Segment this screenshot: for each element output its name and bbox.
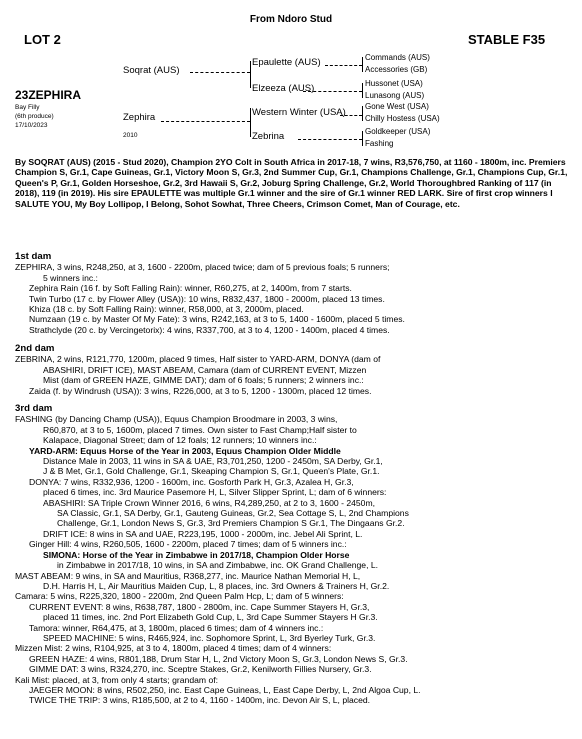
pedigree-g3-4: Lunasong (AUS) [365, 91, 425, 100]
pedigree-g3-8: Fashing [365, 139, 394, 148]
pedigree-bracket [362, 57, 363, 72]
dam-line: R60,870, at 3 to 5, 1600m, placed 7 times. Own sister to Fast Champ;Half sister to [43, 424, 357, 435]
progeny-line: Zephira Rain (16 f. by Soft Falling Rain): winner, R60,275, at 2, 1400m, from 7 starts. [29, 283, 352, 294]
pedigree-dam-sire: Western Winter (USA) [252, 107, 346, 118]
progeny-line: JAEGER MOON: 8 wins, R502,250, inc. East Cape Guineas, L, East Cape Derby, L, 2nd Algoa Cup, L. [29, 684, 421, 695]
stable-number: STABLE F35 [468, 32, 546, 47]
progeny-line: Zaida (f. by Windrush (USA)): 3 wins, R226,000, at 3 to 5, 1200 - 1300m, placed 12 times. [29, 385, 372, 396]
progeny-line: Mizzen Mist: 2 wins, R104,925, at 3 to 4, 1800m, placed 4 times; dam of 4 winners: [15, 643, 332, 654]
pedigree-sire-dam: Elzeeza (AUS) [252, 83, 315, 94]
pedigree-connector [298, 139, 362, 140]
progeny-line: ABASHIRI: SA Triple Crown Winner 2016, 6 wins, R4,289,250, at 2 to 3, 1600 - 2450m, [43, 497, 375, 508]
pedigree-bracket [250, 108, 251, 137]
pedigree-g3-1: Commands (AUS) [365, 53, 430, 62]
pedigree-connector [161, 121, 250, 122]
dam-line: Mist (dam of GREEN HAZE, GIMME DAT); dam of 6 foals; 5 runners; 2 winners inc.: [43, 375, 364, 386]
progeny-line: Ginger Hill: 4 wins, R260,505, 1600 - 2200m, placed 7 times; dam of 5 winners inc.: [29, 539, 347, 550]
pedigree-sire-sire: Epaulette (AUS) [252, 57, 321, 68]
pedigree-g3-5: Gone West (USA) [365, 102, 429, 111]
progeny-line: Numzaan (19 c. by Master Of My Fate): 3 wins, R242,163, at 3 to 5, 1400 - 1600m, placed 5 times. [29, 314, 405, 325]
progeny-line: D.H. Harris H, L, Air Mauritius Maiden Cup, L, 8 places, inc. 3rd Owners & Trainers H, Gr.2. [43, 580, 390, 591]
dam-line: ZEPHIRA, 3 wins, R248,250, at 3, 1600 - 2200m, placed twice; dam of 5 previous foals; 5 runners; [15, 262, 390, 273]
progeny-line: GIMME DAT: 3 wins, R324,270, inc. Sceptre Stakes, Gr.2, Kenilworth Fillies Nursery, Gr.3. [29, 664, 372, 675]
pedigree-g3-7: Goldkeeper (USA) [365, 127, 431, 136]
pedigree-bracket [362, 83, 363, 98]
progeny-line: Camara: 5 wins, R225,320, 1800 - 2200m, 2nd Queen Palm Hcp, L; dam of 5 winners: [15, 591, 344, 602]
pedigree-dam-dam: Zebrina [252, 131, 285, 142]
pedigree-connector [190, 72, 250, 73]
horse-sex: Bay Filly [15, 104, 40, 111]
dam-line: ABASHIRI, DRIFT ICE), MAST ABEAM, Camara (dam of CURRENT EVENT, Mizzen [43, 364, 367, 375]
stud-origin: From Ndoro Stud [249, 14, 333, 25]
third-dam-section [15, 398, 575, 706]
dam-line: ZEBRINA, 2 wins, R121,770, 1200m, placed 9 times, Half sister to YARD-ARM, DONYA (dam of [15, 354, 381, 365]
progeny-line: Distance Male in 2003, 11 wins in SA & UAE, R3,701,250, 1200 - 2450m, SA Derby, Gr.1, [43, 456, 383, 467]
dam-line: FASHING (by Dancing Champ (USA)), Equus Champion Broodmare in 2003, 3 wins, [15, 414, 338, 425]
progeny-line: Kali Mist: placed, at 3, from only 4 starts; grandam of: [15, 674, 218, 685]
pedigree-connector [303, 91, 362, 92]
pedigree-dam: Zephira [123, 112, 156, 123]
dam-line: Kalapace, Diagonal Street; dam of 12 foals; 12 runners; 10 winners inc.: [43, 435, 317, 446]
progeny-line: MAST ABEAM: 9 wins, in SA and Mauritius, R368,277, inc. Maurice Nathan Memorial H, L, [15, 570, 361, 581]
pedigree-connector [325, 65, 362, 66]
first-dam-section [15, 246, 575, 335]
progeny-line: SA Classic, Gr.1, SA Derby, Gr.1, Gauteng Guineas, Gr.2, Sea Cottage S, L, 2nd Champions [57, 508, 409, 519]
progeny-line: Tamora: winner, R64,475, at 3, 1800m, placed 6 times; dam of 4 winners inc.: [29, 622, 324, 633]
section-heading: 2nd dam [15, 343, 55, 354]
section-heading: 3rd dam [15, 403, 53, 414]
pedigree-bracket [362, 131, 363, 146]
progeny-line: Challenge, Gr.1, London News S, Gr.3, 3rd Premiers Champion S Gr.1, The Dingaans Gr.2. [57, 518, 405, 529]
second-dam-section [15, 338, 575, 396]
section-heading: 1st dam [15, 251, 52, 262]
progeny-line: Strathclyde (20 c. by Vercingetorix): 4 wins, R337,700, at 3 to 4, 1200 - 1400m, placed 4 times. [29, 324, 390, 335]
progeny-line: placed 11 times, inc. 2nd Port Elizabeth Gold Cup, L, 3rd Cape Summer Stayers H Gr.3. [43, 612, 378, 623]
progeny-line: TWICE THE TRIP: 3 wins, R185,500, at 2 to 4, 1160 - 1400m, inc. Devon Air S, L, placed. [29, 695, 371, 706]
pedigree-sire: Soqrat (AUS) [123, 65, 180, 76]
progeny-line: Khiza (18 c. by Soft Falling Rain): winner, R58,000, at 3, 2000m, placed. [29, 304, 304, 315]
dam-line: 5 winners inc.: [43, 272, 98, 283]
progeny-line: CURRENT EVENT: 8 wins, R638,787, 1800 - 2800m, inc. Cape Summer Stayers H, Gr.3, [29, 601, 370, 612]
progeny-line: Twin Turbo (17 c. by Flower Alley (USA)): 10 wins, R832,437, 1800 - 2000m, placed 13 times. [29, 293, 385, 304]
lot-number: LOT 2 [24, 32, 61, 47]
pedigree-bracket [362, 106, 363, 121]
pedigree-g3-3: Hussonet (USA) [365, 79, 423, 88]
progeny-line: SIMONA: Horse of the Year in Zimbabwe in 2017/18, Champion Older Horse [43, 549, 350, 560]
progeny-line: YARD-ARM: Equus Horse of the Year in 2003, Equus Champion Older Middle [29, 445, 341, 456]
progeny-line: GREEN HAZE: 4 wins, R801,188, Drum Star H, L, 2nd Victory Moon S, Gr.3, London News S, Gr.3. [29, 653, 408, 664]
progeny-line: SPEED MACHINE: 5 wins, R465,924, inc. Sophomore Sprint, L, 3rd Byerley Turk, Gr.3. [43, 632, 376, 643]
progeny-line: J & B Met, Gr.1, Gold Challenge, Gr.1, Skeaping Champion S, Gr.1, Queen's Plate, Gr.1. [43, 466, 380, 477]
progeny-line: DONYA: 7 wins, R332,936, 1200 - 1600m, inc. Gosforth Park H, Gr.3, Azalea H, Gr.3, [29, 476, 354, 487]
progeny-line: placed 6 times, inc. 3rd Maurice Pasemore H, L, Silver Slipper Sprint, L; dam of 6 winners: [43, 487, 387, 498]
progeny-line: DRIFT ICE: 8 wins in SA and UAE, R223,195, 1000 - 2000m, inc. Jebel Ali Sprint, L. [43, 528, 363, 539]
sire-summary: By SOQRAT (AUS) (2015 - Stud 2020), Champion 2YO Colt in South Africa in 2017-18, 7 wins, R3,576,750, at 1160 - 1800m, inc. Premiers Champion S, Gr.1, Cape Guineas, Gr.1, Victory Moon S, Gr.3, 2nd Summer Cup, Gr.1, Champions Challenge, Gr.1, Champions Cup, Gr.1, Queen's P, Gr.1, Golden Horseshoe, Gr.2, 3rd Hawaii S, Gr.2, Joburg Spring Challenge, Gr.2, World Thoroughbred Ranking of 117 (in 2018), 119 (in 2019). His sire EPAULETTE was multiple Gr.1 winner and the sire of Gr.1 winner RED LARK. Sire of first crop winners I SALUTE YOU, My Boy Lollipop, I Belong, Sohot Sowhat, Three Cheers, Crimson Comet, Man of Courage, etc. [15, 157, 568, 209]
pedigree-bracket [250, 61, 251, 88]
pedigree-g3-2: Accessories (GB) [365, 65, 428, 74]
horse-dob: 17/10/2023 [15, 122, 48, 129]
progeny-line: in Zimbabwe in 2017/18, 10 wins, in SA and Zimbabwe, inc. OK Grand Challenge, L. [57, 560, 379, 571]
pedigree-g3-6: Chilly Hostess (USA) [365, 114, 440, 123]
horse-produce: (6th produce) [15, 113, 54, 120]
pedigree-connector [340, 115, 362, 116]
pedigree-dam-year: 2010 [123, 132, 138, 139]
horse-name: 23ZEPHIRA [15, 88, 82, 102]
